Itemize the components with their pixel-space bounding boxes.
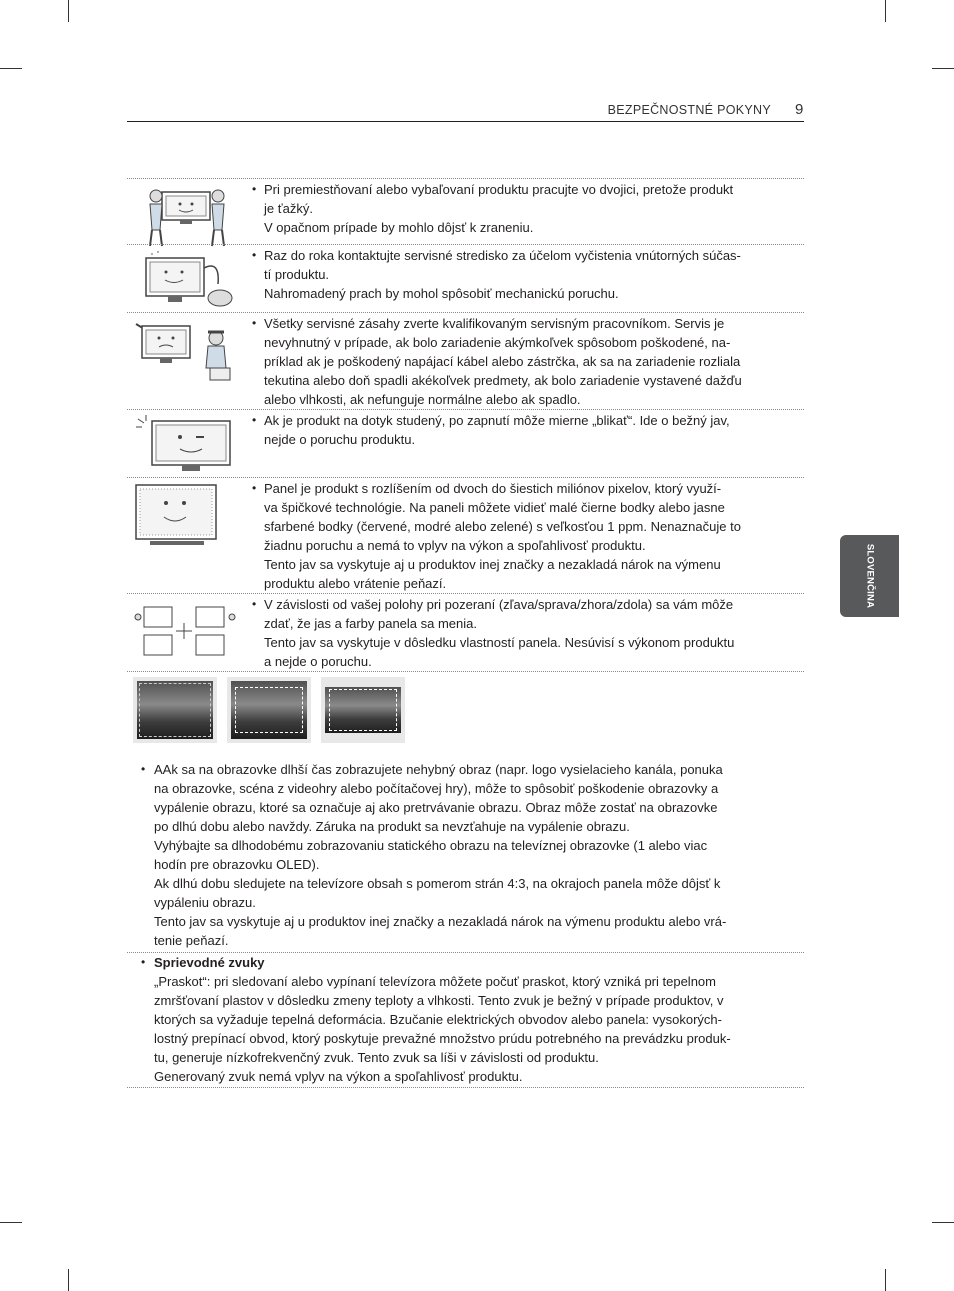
safety-row-viewing-angle xyxy=(127,593,804,672)
safety-row-service xyxy=(127,312,804,410)
text-line: Tento jav sa vyskytuje aj u produktov inej značky a nezakladá nárok na výmenu produktu alebo vrá- xyxy=(154,914,727,929)
text-line: V závislosti od vašej polohy pri pozeraní (zľava/sprava/zhora/zdola) sa vám môže xyxy=(264,597,734,612)
text-line: na obrazovke, scéna z videohry alebo počítačovej hry), môže to spôsobiť poškodenie obrazovky a xyxy=(154,781,719,796)
bullet: • xyxy=(141,955,146,969)
text-line: Ak je produkt na dotyk studený, po zapnutí môže mierne „blikať“. Ide o bežný jav, xyxy=(264,413,730,428)
crop-mark xyxy=(932,68,954,69)
text-line: vypálenie obrazu, ktoré sa označuje aj ako pretrvávanie obrazu. Obraz môže zostať na obrazovke xyxy=(154,800,718,815)
burn-in-photo-image xyxy=(227,677,311,743)
bullet: • xyxy=(252,413,257,427)
text-line: Panel je produkt s rozlíšením od dvoch do šiestich miliónov pixelov, ktorý využí- xyxy=(264,481,722,496)
header-rule xyxy=(127,121,804,122)
text-line: zmršťovaní plastov v dôsledku zmeny teploty a vlhkosti. Tento zvuk je bežný v prípade produktov, v xyxy=(154,993,724,1008)
text-line: Raz do roka kontaktujte servisné stredisko za účelom vyčistenia vnútorných súčas- xyxy=(264,248,741,263)
crop-mark xyxy=(0,1222,22,1223)
crop-mark xyxy=(0,68,22,69)
safety-row-carry xyxy=(127,178,804,245)
text-line: Všetky servisné zásahy zverte kvalifikovaným servisným pracovníkom. Servis je xyxy=(264,316,725,331)
tv-vacuum-cleaning-icon xyxy=(132,248,242,318)
text-line: ktorých sa vyžaduje tepelná deformácia. Bzučanie elektrických obvodov alebo panela: vysokorých- xyxy=(154,1012,722,1027)
burn-in-photo-image xyxy=(133,677,217,743)
text-line: Ak dlhú dobu sledujete na televízore obsah s pomerom strán 4:3, na okrajoch panela môže dôjsť k xyxy=(154,876,721,891)
safety-row-pixels xyxy=(127,477,804,594)
bullet: • xyxy=(141,762,146,776)
bullet: • xyxy=(252,316,257,330)
text-line: alebo vlhkosti, ak nefunguje normálne alebo ak spadlo. xyxy=(264,392,581,407)
crop-mark xyxy=(68,1269,69,1291)
tv-winking-icon xyxy=(132,413,242,483)
two-people-carrying-tv-icon xyxy=(132,182,242,252)
section-title: BEZPEČNOSTNÉ POKYNY xyxy=(607,103,771,117)
language-tab xyxy=(840,535,899,617)
row-divider xyxy=(127,671,804,672)
tv-pixel-dots-icon xyxy=(132,481,242,551)
safety-row-cleaning xyxy=(127,244,804,313)
text-line: lostný prepínací obvod, ktorý poskytuje prevažné množstvo prúdu potrebného na prevádzku produk- xyxy=(154,1031,731,1046)
text-line: žiadnu poruchu a nemá to vplyv na výkon a spoľahlivosť produktu. xyxy=(264,538,646,553)
text-line: po dlhú dobu alebo navždy. Záruka na produkt sa nevzťahuje na vypálenie obrazu. xyxy=(154,819,630,834)
text-line: produktu alebo vrátenie peňazí. xyxy=(264,576,447,591)
text-line: tenie peňazí. xyxy=(154,933,229,948)
text-line: zdať, že jas a farby panela sa menia. xyxy=(264,616,477,631)
text-line: AAk sa na obrazovke dlhší čas zobrazujete nehybný obraz (napr. logo vysielacieho kanála, ponuka xyxy=(154,762,723,777)
sounds-heading: Sprievodné zvuky xyxy=(154,955,265,970)
text-line: nejde o poruchu produktu. xyxy=(264,432,416,447)
text-line: Nahromadený prach by mohol spôsobiť mechanickú poruchu. xyxy=(264,286,619,301)
text-line: va špičkové technológie. Na paneli môžete vidieť malé čierne bodky alebo jasne xyxy=(264,500,725,515)
text-line: Pri premiestňovaní alebo vybaľovaní produktu pracujte vo dvojici, pretože produkt xyxy=(264,182,734,197)
text-line: Generovaný zvuk nemá vplyv na výkon a spoľahlivosť produktu. xyxy=(154,1069,523,1084)
language-tab-label: SLOVENČINA xyxy=(864,543,875,609)
text-line: je ťažký. xyxy=(264,201,313,216)
page-number: 9 xyxy=(795,101,804,118)
crop-mark xyxy=(68,0,69,22)
text-line: Tento jav sa vyskytuje v dôsledku vlastností panela. Nesúvisí s výkonom produktu xyxy=(264,635,735,650)
text-line: tekutina alebo doň spadli akékoľvek predmety, ak bolo zariadenie vystavené dažďu xyxy=(264,373,742,388)
text-line: tí produktu. xyxy=(264,267,330,282)
text-line: V opačnom prípade by mohlo dôjsť k zraneniu. xyxy=(264,220,534,235)
text-line: hodín pre obrazovku OLED). xyxy=(154,857,320,872)
text-line: tu, generuje nízkofrekvenčný zvuk. Tento zvuk sa líši v závislosti od produktu. xyxy=(154,1050,599,1065)
bullet: • xyxy=(252,481,257,495)
safety-row-flicker xyxy=(127,409,804,478)
text-line: „Praskot“: pri sledovaní alebo vypínaní televízora môžete počuť praskot, ktorý vzniká pri tepelnom xyxy=(154,974,716,989)
tv-viewing-angles-icon xyxy=(132,597,242,667)
tv-service-technician-icon xyxy=(132,316,242,386)
text-line: príklad ak je poškodený napájací kábel alebo zástrčka, ak sa na zariadenie rozliala xyxy=(264,354,741,369)
text-line: Vyhýbajte sa dlhodobému zobrazovaniu statického obrazu na televíznej obrazovke (1 alebo viac xyxy=(154,838,708,853)
crop-mark xyxy=(885,1269,886,1291)
text-line: nevyhnutný v prípade, ak bolo zariadenie akýmkoľvek spôsobom poškodené, na- xyxy=(264,335,731,350)
crop-mark xyxy=(932,1222,954,1223)
row-divider xyxy=(127,1087,804,1088)
bullet: • xyxy=(252,182,257,196)
bullet: • xyxy=(252,597,257,611)
crop-mark xyxy=(885,0,886,22)
text-line: a nejde o poruchu. xyxy=(264,654,372,669)
bullet: • xyxy=(252,248,257,262)
text-line: vypáleniu obrazu. xyxy=(154,895,256,910)
text-line: sfarbené bodky (červené, modré alebo zelené) s veľkosťou 1 ppm. Nenaznačuje to xyxy=(264,519,741,534)
burn-in-photo-image xyxy=(321,677,405,743)
text-line: Tento jav sa vyskytuje aj u produktov inej značky a nezakladá nárok na výmenu xyxy=(264,557,721,572)
